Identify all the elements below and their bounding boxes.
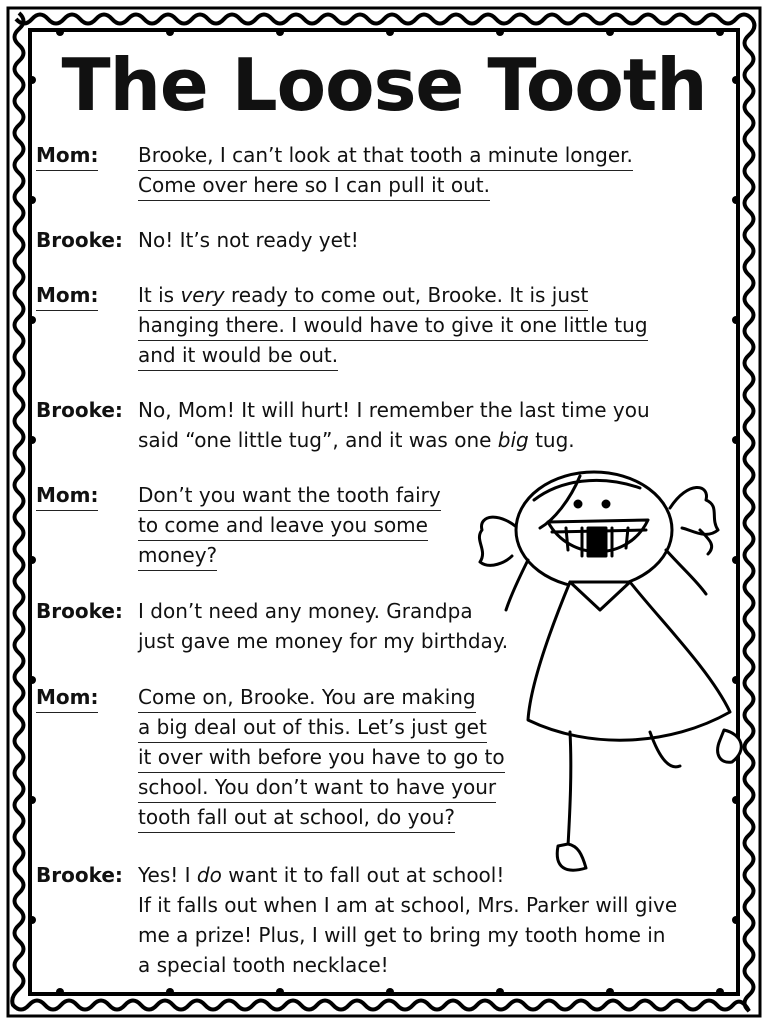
dialogue-line: a big deal out of this. Let’s just get <box>138 712 487 743</box>
dialogue-line: No! It’s not ready yet! <box>138 228 359 252</box>
dialogue-line: hanging there. I would have to give it one little tug <box>138 310 648 341</box>
border-dot <box>496 988 504 996</box>
border-dot <box>732 916 740 924</box>
border-dot <box>56 988 64 996</box>
border-dot <box>28 916 36 924</box>
border-dot <box>276 28 284 36</box>
border-dot <box>28 436 36 444</box>
girl-illustration <box>470 470 750 890</box>
border-dot <box>732 196 740 204</box>
dialogue-line: it over with before you have to go to <box>138 742 505 773</box>
dialogue-line: If it falls out when I am at school, Mrs. Parker will give <box>138 893 678 917</box>
line-text: Yes! I <box>138 863 197 887</box>
border-dot <box>732 316 740 324</box>
dialogue-line: school. You don’t want to have your <box>138 772 496 803</box>
emphasis-text: do <box>196 863 222 887</box>
speaker-mom: Mom: <box>36 280 98 311</box>
border-dot <box>496 28 504 36</box>
border-dot <box>716 988 724 996</box>
emphasis-text: very <box>180 283 225 307</box>
speaker-mom: Mom: <box>36 140 98 171</box>
dress <box>528 582 730 740</box>
speaker-mom: Mom: <box>36 682 98 713</box>
dialogue-line: me a prize! Plus, I will get to bring my tooth home in <box>138 923 666 947</box>
border-dot <box>166 988 174 996</box>
speaker-brooke: Brooke: <box>36 228 123 252</box>
border-dot <box>56 28 64 36</box>
line-text: tug. <box>528 428 575 452</box>
left-shoe <box>557 844 586 870</box>
eye <box>575 501 581 507</box>
dialogue-line: a special tooth necklace! <box>138 953 389 977</box>
dialogue-line: I don’t need any money. Grandpa <box>138 599 473 623</box>
dialogue-line: Don’t you want the tooth fairy <box>138 480 441 511</box>
line-text: want it to fall out at school! <box>221 863 505 887</box>
dialogue-line: Come over here so I can pull it out. <box>138 170 490 201</box>
dialogue-line <box>138 425 575 455</box>
dialogue-line: Come on, Brooke. You are making <box>138 682 476 713</box>
speaker-mom: Mom: <box>36 480 98 511</box>
dialogue-line: tooth fall out at school, do you? <box>138 802 455 833</box>
page-title: The Loose Tooth <box>61 43 707 127</box>
line-text: ready to come out, Brooke. It is just <box>224 283 589 307</box>
border-dot <box>276 988 284 996</box>
border-dot <box>28 196 36 204</box>
border-dot <box>28 796 36 804</box>
dialogue-line: No, Mom! It will hurt! I remember the last time you <box>138 398 650 422</box>
dialogue-line: and it would be out. <box>138 340 338 371</box>
dialogue-line: money? <box>138 540 217 571</box>
border-dot <box>166 28 174 36</box>
speaker-brooke: Brooke: <box>36 599 123 623</box>
border-dot <box>28 676 36 684</box>
border-dot <box>386 28 394 36</box>
dialogue-line: Brooke, I can’t look at that tooth a minute longer. <box>138 140 633 171</box>
border-dot <box>716 28 724 36</box>
right-arm <box>666 550 706 594</box>
right-pigtail <box>670 487 718 534</box>
border-dot <box>732 436 740 444</box>
line-text: said “one little tug”, and it was one <box>138 428 498 452</box>
missing-tooth <box>588 528 606 556</box>
border-dot <box>28 316 36 324</box>
eye <box>603 501 609 507</box>
border-dot <box>28 556 36 564</box>
left-leg <box>568 732 571 846</box>
border-dot <box>606 28 614 36</box>
dialogue-line <box>138 280 588 311</box>
right-shoe <box>718 730 742 762</box>
border-dot <box>606 988 614 996</box>
dialogue-line <box>138 860 504 890</box>
border-dot <box>386 988 394 996</box>
line-text: It is <box>138 283 181 307</box>
left-arm <box>506 560 528 610</box>
dialogue-line: just gave me money for my birthday. <box>138 629 509 653</box>
speaker-brooke: Brooke: <box>36 398 123 422</box>
speaker-brooke: Brooke: <box>36 863 123 887</box>
dialogue-line: to come and leave you some <box>138 510 428 541</box>
emphasis-text: big <box>497 428 529 452</box>
